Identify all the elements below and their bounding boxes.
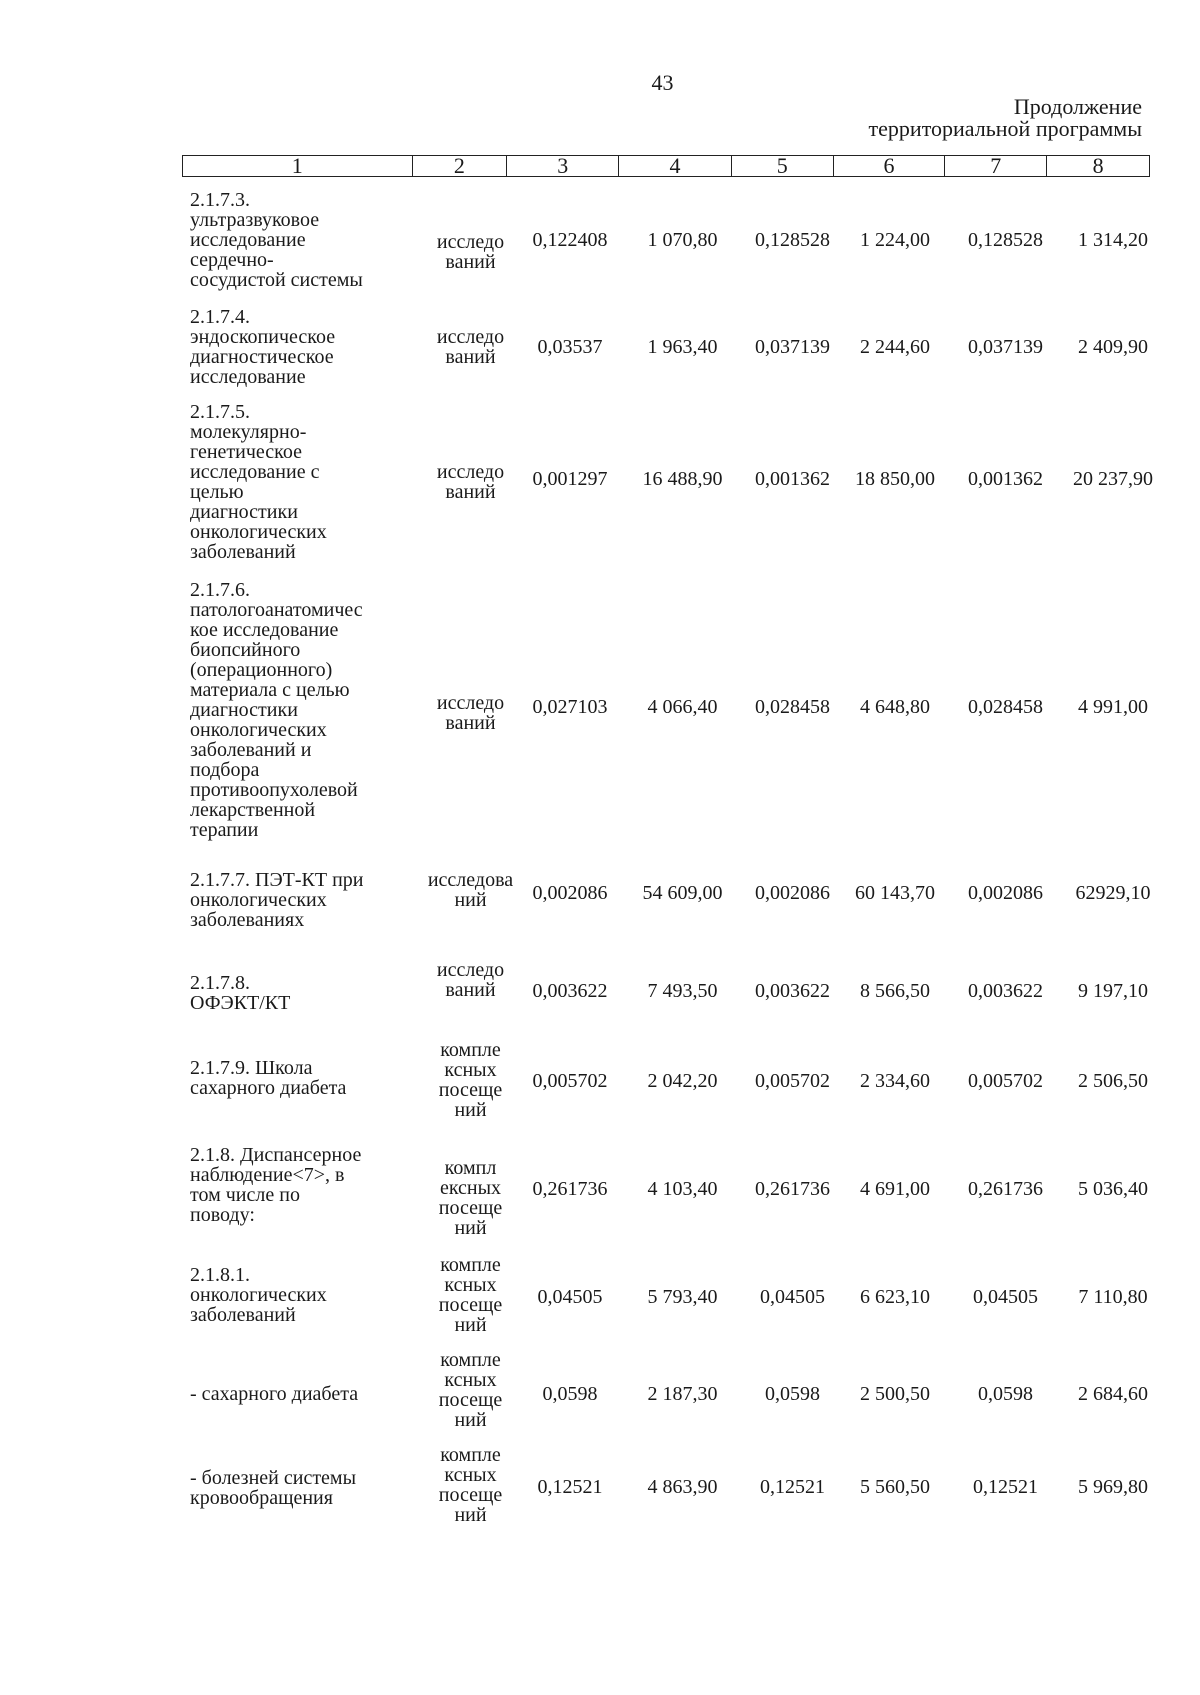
row-value-col3: 0,003622 bbox=[532, 980, 608, 1002]
row-value-col8: 4 991,00 bbox=[1078, 696, 1148, 718]
row-unit: исследо ваний bbox=[436, 959, 505, 1001]
row-value-col4: 54 609,00 bbox=[642, 882, 723, 904]
row-value-col4: 5 793,40 bbox=[647, 1286, 718, 1308]
row-unit: исследо ваний bbox=[436, 326, 505, 368]
row-value-col6: 60 143,70 bbox=[855, 882, 935, 904]
row-value-col5: 0,002086 bbox=[755, 882, 830, 904]
header-col-5: 5 bbox=[732, 156, 834, 176]
row-value-col8: 5 969,80 bbox=[1078, 1476, 1148, 1498]
row-value-col3: 0,04505 bbox=[537, 1286, 603, 1308]
header-col-4: 4 bbox=[619, 156, 732, 176]
row-value-col8: 2 684,60 bbox=[1078, 1383, 1148, 1405]
row-name: 2.1.8. Диспансерное наблюдение<7>, в том числе по поводу: bbox=[190, 1144, 362, 1226]
row-name: 2.1.7.5. молекулярно- генетическое исследование с целью диагностики онкологических заболеваний bbox=[190, 401, 327, 563]
row-value-col7: 0,12521 bbox=[973, 1476, 1038, 1498]
row-value-col8: 20 237,90 bbox=[1073, 468, 1153, 490]
row-value-col5: 0,037139 bbox=[755, 336, 830, 358]
row-unit: исследо ваний bbox=[436, 231, 505, 273]
row-value-col6: 2 334,60 bbox=[860, 1070, 930, 1092]
row-value-col4: 2 042,20 bbox=[647, 1070, 718, 1092]
row-value-col5: 0,001362 bbox=[755, 468, 830, 490]
row-unit: компле ксных посеще ний bbox=[438, 1444, 503, 1526]
row-value-col4: 4 103,40 bbox=[647, 1178, 718, 1200]
row-value-col5: 0,12521 bbox=[760, 1476, 825, 1498]
row-value-col3: 0,0598 bbox=[542, 1383, 598, 1405]
header-col-7: 7 bbox=[945, 156, 1047, 176]
row-unit: компле ксных посеще ний bbox=[438, 1349, 503, 1431]
row-unit: компл ексных посеще ний bbox=[438, 1157, 503, 1239]
row-name: 2.1.7.7. ПЭТ-КТ при онкологических заболеваниях bbox=[190, 869, 364, 931]
row-name: 2.1.7.8. ОФЭКТ/КТ bbox=[190, 972, 291, 1014]
row-value-col3: 0,261736 bbox=[532, 1178, 608, 1200]
row-value-col4: 1 070,80 bbox=[647, 229, 718, 251]
row-value-col4: 1 963,40 bbox=[647, 336, 718, 358]
row-value-col6: 4 648,80 bbox=[860, 696, 930, 718]
header-col-2: 2 bbox=[413, 156, 508, 176]
row-name: 2.1.7.3. ультразвуковое исследование сердечно- сосудистой системы bbox=[190, 189, 363, 291]
header-col-3: 3 bbox=[507, 156, 619, 176]
row-unit: исследо ваний bbox=[436, 692, 505, 734]
continuation-caption bbox=[869, 96, 1142, 140]
row-value-col6: 2 244,60 bbox=[860, 336, 930, 358]
row-value-col6: 1 224,00 bbox=[860, 229, 930, 251]
row-value-col5: 0,261736 bbox=[755, 1178, 830, 1200]
row-value-col3: 0,001297 bbox=[532, 468, 608, 490]
continuation-line-1: Продолжение bbox=[1013, 94, 1142, 119]
row-value-col3: 0,122408 bbox=[532, 229, 608, 251]
header-col-6: 6 bbox=[834, 156, 946, 176]
row-value-col6: 18 850,00 bbox=[855, 468, 935, 490]
row-value-col6: 8 566,50 bbox=[860, 980, 930, 1002]
row-value-col5: 0,005702 bbox=[755, 1070, 830, 1092]
row-value-col7: 0,002086 bbox=[968, 882, 1043, 904]
table-header-row bbox=[182, 155, 1150, 177]
header-col-1: 1 bbox=[183, 156, 413, 176]
row-value-col8: 2 506,50 bbox=[1078, 1070, 1148, 1092]
row-value-col5: 0,0598 bbox=[765, 1383, 820, 1405]
row-value-col8: 2 409,90 bbox=[1078, 336, 1148, 358]
row-unit: исследо ваний bbox=[436, 461, 505, 503]
row-value-col7: 0,001362 bbox=[968, 468, 1043, 490]
row-value-col6: 5 560,50 bbox=[860, 1476, 930, 1498]
header-col-8: 8 bbox=[1092, 153, 1104, 178]
row-value-col4: 4 863,90 bbox=[647, 1476, 718, 1498]
page-number: 43 bbox=[651, 70, 674, 95]
row-value-col3: 0,03537 bbox=[537, 336, 603, 358]
row-value-col7: 0,005702 bbox=[968, 1070, 1043, 1092]
row-name: - болезней системы кровообращения bbox=[190, 1467, 357, 1509]
row-value-col8: 62929,10 bbox=[1075, 882, 1151, 904]
row-value-col5: 0,128528 bbox=[755, 229, 830, 251]
row-name: 2.1.7.9. Школа сахарного диабета bbox=[190, 1057, 347, 1099]
row-value-col5: 0,028458 bbox=[755, 696, 830, 718]
row-value-col8: 1 314,20 bbox=[1078, 229, 1148, 251]
row-value-col8: 7 110,80 bbox=[1078, 1286, 1148, 1308]
row-name: - сахарного диабета bbox=[190, 1383, 359, 1405]
row-value-col8: 5 036,40 bbox=[1078, 1178, 1148, 1200]
row-value-col7: 0,261736 bbox=[968, 1178, 1043, 1200]
row-value-col5: 0,003622 bbox=[755, 980, 830, 1002]
row-unit: компле ксных посеще ний bbox=[438, 1039, 503, 1121]
row-value-col7: 0,128528 bbox=[968, 229, 1043, 251]
row-value-col3: 0,027103 bbox=[532, 696, 608, 718]
row-name: 2.1.8.1. онкологических заболеваний bbox=[190, 1264, 327, 1326]
row-value-col3: 0,002086 bbox=[532, 882, 608, 904]
row-value-col7: 0,037139 bbox=[968, 336, 1043, 358]
row-value-col3: 0,005702 bbox=[532, 1070, 608, 1092]
row-name: 2.1.7.6. патологоанатомичес кое исследование биопсийного (операционного) материала с целью диагностики онкологических заболеваний и подбора противоопухолевой лекарственной терапии bbox=[190, 579, 363, 841]
row-value-col7: 0,0598 bbox=[978, 1383, 1033, 1405]
row-value-col4: 16 488,90 bbox=[642, 468, 723, 490]
row-value-col7: 0,04505 bbox=[973, 1286, 1038, 1308]
continuation-line-2: территориальной программы bbox=[868, 116, 1142, 141]
row-value-col4: 7 493,50 bbox=[647, 980, 718, 1002]
row-unit: исследова ний bbox=[427, 869, 514, 911]
row-value-col3: 0,12521 bbox=[537, 1476, 603, 1498]
row-value-col5: 0,04505 bbox=[760, 1286, 825, 1308]
row-value-col6: 4 691,00 bbox=[860, 1178, 930, 1200]
row-unit: компле ксных посеще ний bbox=[438, 1254, 503, 1336]
row-value-col4: 2 187,30 bbox=[647, 1383, 718, 1405]
row-value-col6: 2 500,50 bbox=[860, 1383, 930, 1405]
row-value-col7: 0,003622 bbox=[968, 980, 1043, 1002]
row-value-col7: 0,028458 bbox=[968, 696, 1043, 718]
row-value-col8: 9 197,10 bbox=[1078, 980, 1148, 1002]
row-value-col4: 4 066,40 bbox=[647, 696, 718, 718]
row-name: 2.1.7.4. эндоскопическое диагностическое исследование bbox=[190, 306, 336, 388]
row-value-col6: 6 623,10 bbox=[860, 1286, 930, 1308]
